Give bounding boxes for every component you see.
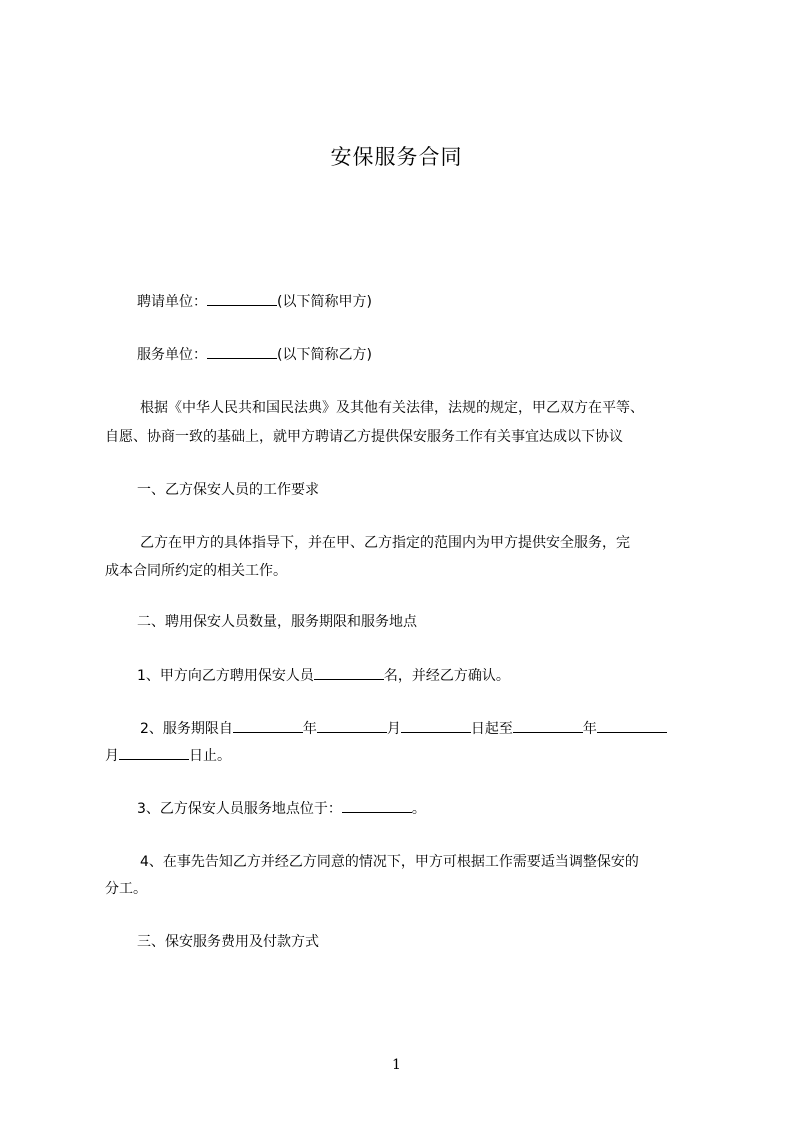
page-number: 1 (392, 1057, 401, 1073)
employer-label: 聘请单位： (137, 294, 207, 310)
start-year-blank (233, 718, 303, 733)
personnel-count-blank (314, 665, 384, 680)
section1-line-1: 乙方在甲方的具体指导下，并在甲、乙方指定的范围内为甲方提供安全服务，完 (140, 535, 630, 551)
employer-blank (207, 291, 277, 306)
end-month-blank-top (597, 718, 667, 733)
section2-item4-line1: 4、在事先告知乙方并经乙方同意的情况下，甲方可根据工作需要适当调整保安的 (140, 854, 639, 870)
section2-item2-line2 (105, 745, 231, 766)
employer-suffix: (以下简称甲方) (277, 294, 372, 310)
item3-suffix: 。 (411, 801, 426, 817)
start-month-blank (317, 718, 387, 733)
section2-item1 (137, 665, 510, 686)
employer-line (137, 291, 372, 312)
end-year-blank (513, 718, 583, 733)
location-blank (342, 798, 412, 813)
item3-prefix: 3、乙方保安人员服务地点位于： (137, 801, 342, 817)
contract-title: 安保服务合同 (330, 145, 463, 169)
section2-item4-line2: 分工。 (105, 881, 147, 897)
section3-heading: 三、保安服务费用及付款方式 (137, 934, 319, 950)
provider-blank (207, 344, 277, 359)
start-day-blank (401, 718, 471, 733)
preamble-line-2: 自愿、协商一致的基础上，就甲方聘请乙方提供保安服务工作有关事宜达成以下协议 (105, 429, 623, 445)
section2-item3 (137, 798, 426, 819)
item1-suffix: 名，并经乙方确认。 (383, 668, 510, 684)
item1-prefix: 1、甲方向乙方聘用保安人员 (137, 668, 314, 684)
year-label: 年 (302, 721, 317, 737)
month-label: 月 (386, 721, 401, 737)
preamble-line-1: 根据《中华人民共和国民法典》及其他有关法律，法规的规定，甲乙双方在平等、 (140, 400, 644, 416)
provider-label: 服务单位： (137, 347, 207, 363)
end-day-blank (119, 745, 189, 760)
day-end-label: 日止。 (189, 748, 231, 764)
item2-prefix: 2、服务期限自 (140, 721, 233, 737)
section2-item2-line1 (140, 718, 667, 739)
section1-line-2: 成本合同所约定的相关工作。 (105, 563, 287, 579)
section2-heading: 二、聘用保安人员数量，服务期限和服务地点 (137, 614, 417, 630)
end-month-label: 月 (105, 748, 119, 764)
provider-line (137, 344, 372, 365)
day-from-label: 日起至 (470, 721, 513, 737)
section1-heading: 一、乙方保安人员的工作要求 (137, 482, 319, 498)
end-year-label: 年 (582, 721, 597, 737)
provider-suffix: (以下简称乙方) (277, 347, 372, 363)
